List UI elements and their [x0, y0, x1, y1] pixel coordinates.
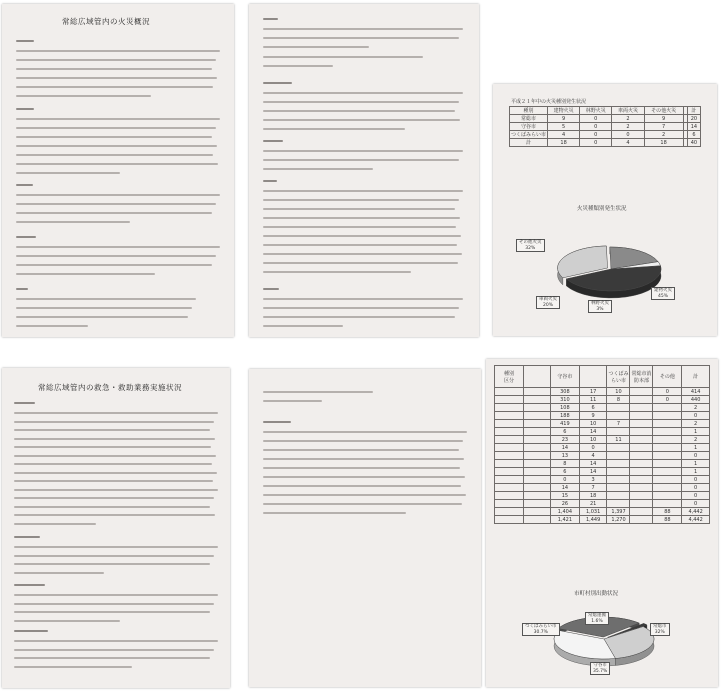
- text-line: [16, 212, 212, 214]
- text-line: [263, 391, 373, 393]
- text-line: [14, 611, 210, 613]
- table-cell: 1,270: [607, 516, 630, 524]
- text-line: [16, 118, 220, 120]
- table-cell: 0: [551, 476, 580, 484]
- text-line: [16, 316, 188, 318]
- table-cell: 計: [510, 139, 548, 147]
- pie-label: 常総運搬 1.6%: [585, 612, 609, 625]
- text-line: [263, 431, 467, 433]
- text-line: [14, 594, 218, 596]
- text-line: [16, 184, 33, 186]
- pie-label: 守谷市 35.7%: [590, 662, 610, 675]
- table-cell: 1: [682, 468, 710, 476]
- text-line: [263, 440, 463, 442]
- text-line: [263, 494, 466, 496]
- text-line: [263, 244, 457, 246]
- text-line: [14, 472, 217, 474]
- table-cell: 18: [644, 139, 683, 147]
- table-cell: 8: [607, 396, 630, 404]
- document-page-5: [249, 369, 481, 687]
- text-line: [263, 262, 458, 264]
- pie-label-value: 30.7: [533, 629, 544, 635]
- text-line: [14, 497, 214, 499]
- table-cell: 2: [682, 436, 710, 444]
- table-cell: 守谷市: [510, 123, 548, 131]
- header-label: 種別: [503, 370, 514, 377]
- text-line: [263, 28, 463, 30]
- pie-label-name: その他火災: [519, 240, 542, 245]
- pie-label: 林野火災 3%: [588, 300, 612, 313]
- table-cell: 0: [653, 396, 682, 404]
- text-line: [16, 40, 34, 42]
- pie-label-name: つくばみらい市: [525, 624, 557, 629]
- text-line: [263, 421, 291, 423]
- text-line: [14, 546, 218, 548]
- text-line: [14, 603, 214, 605]
- text-line: [263, 458, 464, 460]
- table-cell: 6: [551, 428, 580, 436]
- text-line: [263, 119, 460, 121]
- pie-label-value: 32: [654, 629, 661, 635]
- pie-label-value: 45: [657, 293, 664, 299]
- table-cell: 15: [551, 492, 580, 500]
- table-cell: 1,404: [551, 508, 580, 516]
- text-line: [14, 572, 104, 574]
- text-line: [14, 563, 210, 565]
- pie-label-name: 建物火災: [654, 288, 672, 293]
- table-cell: 5: [548, 123, 580, 131]
- fire-pie-chart: [493, 84, 717, 336]
- text-line: [263, 82, 292, 84]
- table-cell: 18: [548, 139, 580, 147]
- chart-title: 市町村別出動状況: [574, 591, 619, 597]
- chart-title: 火災種類別発生状況: [577, 206, 627, 212]
- table-cell: 1,397: [607, 508, 630, 516]
- text-line: [16, 273, 155, 275]
- text-line: [16, 136, 212, 138]
- pie-label-name: 常総市: [653, 624, 667, 629]
- header-cell: その他: [653, 366, 682, 388]
- table-cell: 188: [551, 412, 580, 420]
- document-page-1: [2, 4, 234, 337]
- text-line: [16, 307, 192, 309]
- text-line: [14, 666, 132, 668]
- text-line: [14, 429, 210, 431]
- text-line: [263, 253, 462, 255]
- header-cell: 種別: [510, 107, 548, 115]
- text-line: [14, 620, 120, 622]
- text-line: [16, 154, 213, 156]
- text-line: [263, 235, 461, 237]
- table-cell: 0: [682, 476, 710, 484]
- table-cell: 13: [551, 452, 580, 460]
- table-cell: 常総市: [510, 115, 548, 123]
- text-line: [263, 208, 455, 210]
- table-cell: 10: [579, 420, 607, 428]
- table-cell: 0: [580, 115, 612, 123]
- document-page-3: [493, 84, 717, 336]
- table-cell: 14: [551, 444, 580, 452]
- pie-label: 建物火災 45%: [651, 287, 675, 300]
- table-cell: 6: [551, 468, 580, 476]
- text-line: [263, 503, 462, 505]
- text-line: [16, 255, 216, 257]
- text-line: [14, 555, 214, 557]
- text-line: [16, 246, 220, 248]
- text-line: [14, 421, 214, 423]
- text-line: [16, 77, 217, 79]
- table-cell: 10: [607, 388, 630, 396]
- text-line: [16, 264, 212, 266]
- table-cell: 9: [644, 115, 683, 123]
- table-cell: 4,442: [682, 516, 710, 524]
- table-cell: 2: [682, 420, 710, 428]
- table-cell: 0: [579, 444, 607, 452]
- text-line: [263, 199, 459, 201]
- table-cell: 1,031: [579, 508, 607, 516]
- text-line: [14, 514, 215, 516]
- table-cell: 0: [682, 492, 710, 500]
- text-line: [263, 271, 411, 273]
- table-cell: 88: [653, 508, 682, 516]
- text-line: [263, 298, 463, 300]
- table-cell: 6: [579, 404, 607, 412]
- text-line: [14, 649, 214, 651]
- pie-label-name: 常総運搬: [588, 613, 606, 618]
- table-cell: 2: [644, 131, 683, 139]
- pie-label: 車両火災 20%: [536, 296, 560, 309]
- pie-label-value: 32: [525, 245, 531, 251]
- text-line: [16, 50, 220, 52]
- table-cell: 10: [579, 436, 607, 444]
- table-cell: 7: [579, 484, 607, 492]
- header-cell: 常総市消防本部: [630, 366, 653, 388]
- table-cell: 11: [579, 396, 607, 404]
- table-cell: 2: [682, 404, 710, 412]
- text-line: [263, 512, 406, 514]
- table-cell: 1: [682, 460, 710, 468]
- pie-label-value: 1.6: [591, 618, 599, 624]
- document-page-2: [249, 4, 479, 337]
- text-line: [14, 438, 215, 440]
- text-line: [14, 455, 216, 457]
- text-line: [16, 59, 216, 61]
- text-line: [16, 145, 217, 147]
- table-cell: 6: [687, 131, 700, 139]
- table-cell: 3: [579, 476, 607, 484]
- text-line: [16, 127, 216, 129]
- table-cell: 4: [579, 452, 607, 460]
- table-cell: 14: [687, 123, 700, 131]
- table-cell: 18: [579, 492, 607, 500]
- text-line: [14, 536, 40, 538]
- text-line: [263, 217, 460, 219]
- table-cell: 4: [612, 139, 644, 147]
- text-line: [14, 640, 218, 642]
- text-line: [263, 226, 456, 228]
- table-cell: 310: [551, 396, 580, 404]
- text-line: [16, 236, 36, 238]
- text-line: [16, 86, 213, 88]
- table-cell: 1: [682, 428, 710, 436]
- table-cell: 2: [612, 123, 644, 131]
- text-line: [263, 190, 463, 192]
- table-cell: 308: [551, 388, 580, 396]
- text-line: [263, 400, 322, 402]
- text-line: [14, 463, 212, 465]
- pie-label-name: 守谷市: [593, 663, 607, 668]
- pie-label-name: 林野火災: [591, 301, 609, 306]
- table-cell: 40: [687, 139, 700, 147]
- text-line: [263, 168, 373, 170]
- table-cell: 2: [612, 115, 644, 123]
- text-line: [14, 506, 210, 508]
- table-cell: 4: [548, 131, 580, 139]
- table-cell: 17: [579, 388, 607, 396]
- document-page-4: [2, 368, 230, 688]
- text-line: [14, 489, 218, 491]
- header-label: 区分: [503, 377, 514, 384]
- table-cell: 0: [653, 388, 682, 396]
- table-cell: 11: [607, 436, 630, 444]
- table-caption: 平成２１年中の火災種別発生状況: [511, 99, 587, 105]
- table-cell: 419: [551, 420, 580, 428]
- header-cell: 計: [687, 107, 700, 115]
- page-title: 常総広域管内の救急・救助業務実施状況: [38, 383, 182, 392]
- text-line: [263, 128, 405, 130]
- text-line: [14, 412, 218, 414]
- pie-label: その他火災 32%: [516, 239, 545, 252]
- text-line: [263, 180, 277, 182]
- table-cell: 0: [612, 131, 644, 139]
- table-cell: 14: [579, 460, 607, 468]
- text-line: [263, 46, 369, 48]
- text-line: [14, 630, 48, 632]
- text-line: [16, 288, 28, 290]
- text-line: [263, 92, 463, 94]
- header-cell: 車両火災: [612, 107, 644, 115]
- text-line: [263, 140, 283, 142]
- page-title: 常総広域管内の火災概況: [62, 17, 150, 26]
- header-cell: その他火災: [644, 107, 683, 115]
- text-line: [263, 37, 459, 39]
- header-cell: 建物火災: [548, 107, 580, 115]
- text-line: [16, 95, 151, 97]
- table-cell: 14: [579, 468, 607, 476]
- table-cell: 0: [682, 452, 710, 460]
- table-cell: 7: [607, 420, 630, 428]
- text-line: [16, 163, 218, 165]
- table-cell: 26: [551, 500, 580, 508]
- table-cell: 14: [551, 484, 580, 492]
- table-cell: 9: [548, 115, 580, 123]
- table-cell: 1,449: [579, 516, 607, 524]
- text-line: [14, 584, 45, 586]
- header-cell: 守谷市: [551, 366, 580, 388]
- table-cell: 1: [682, 444, 710, 452]
- text-line: [16, 194, 220, 196]
- text-line: [16, 68, 212, 70]
- text-line: [14, 657, 210, 659]
- text-line: [263, 316, 455, 318]
- table-cell: 440: [682, 396, 710, 404]
- header-cell: 計: [682, 366, 710, 388]
- text-line: [14, 523, 96, 525]
- text-line: [263, 485, 461, 487]
- pie-label: つくばみらい市 30.7%: [522, 623, 560, 636]
- text-line: [263, 101, 459, 103]
- header-cell: つくばみらい市: [607, 366, 630, 388]
- dispatch-pie-chart: [486, 359, 718, 687]
- text-line: [263, 288, 279, 290]
- text-line: [263, 18, 278, 20]
- table-cell: 0: [580, 123, 612, 131]
- pie-label: 常総市 32%: [650, 623, 670, 636]
- text-line: [263, 150, 463, 152]
- pie-label-value: 3: [596, 306, 600, 312]
- pie-label-value: 35.7: [593, 668, 604, 674]
- text-line: [16, 172, 120, 174]
- table-cell: 0: [580, 131, 612, 139]
- text-line: [263, 159, 459, 161]
- text-line: [16, 298, 196, 300]
- text-line: [16, 108, 34, 110]
- table-cell: 0: [682, 412, 710, 420]
- pie-label-value: 20: [542, 302, 549, 308]
- text-line: [16, 203, 216, 205]
- text-line: [263, 65, 333, 67]
- table-cell: 7: [644, 123, 683, 131]
- text-line: [263, 325, 343, 327]
- table-cell: 414: [682, 388, 710, 396]
- text-line: [263, 307, 459, 309]
- table-cell: 88: [653, 516, 682, 524]
- text-line: [14, 480, 213, 482]
- text-line: [263, 110, 455, 112]
- table-cell: 1,421: [551, 516, 580, 524]
- text-line: [263, 467, 460, 469]
- table-cell: 8: [551, 460, 580, 468]
- table-cell: 20: [687, 115, 700, 123]
- table-cell: 9: [579, 412, 607, 420]
- header-cell: 林野火災: [580, 107, 612, 115]
- text-line: [16, 221, 130, 223]
- text-line: [16, 325, 88, 327]
- pie-label-name: 車両火災: [539, 297, 557, 302]
- text-line: [263, 449, 459, 451]
- text-line: [14, 446, 211, 448]
- text-line: [263, 56, 423, 58]
- table-cell: 0: [682, 500, 710, 508]
- table-cell: 0: [682, 484, 710, 492]
- table-cell: 14: [579, 428, 607, 436]
- table-cell: つくばみらい市: [511, 132, 547, 138]
- table-cell: 108: [551, 404, 580, 412]
- text-line: [14, 402, 35, 404]
- document-page-6: [486, 359, 718, 687]
- table-cell: 21: [579, 500, 607, 508]
- text-line: [263, 476, 465, 478]
- table-cell: 0: [580, 139, 612, 147]
- table-cell: 4,442: [682, 508, 710, 516]
- table-cell: 23: [551, 436, 580, 444]
